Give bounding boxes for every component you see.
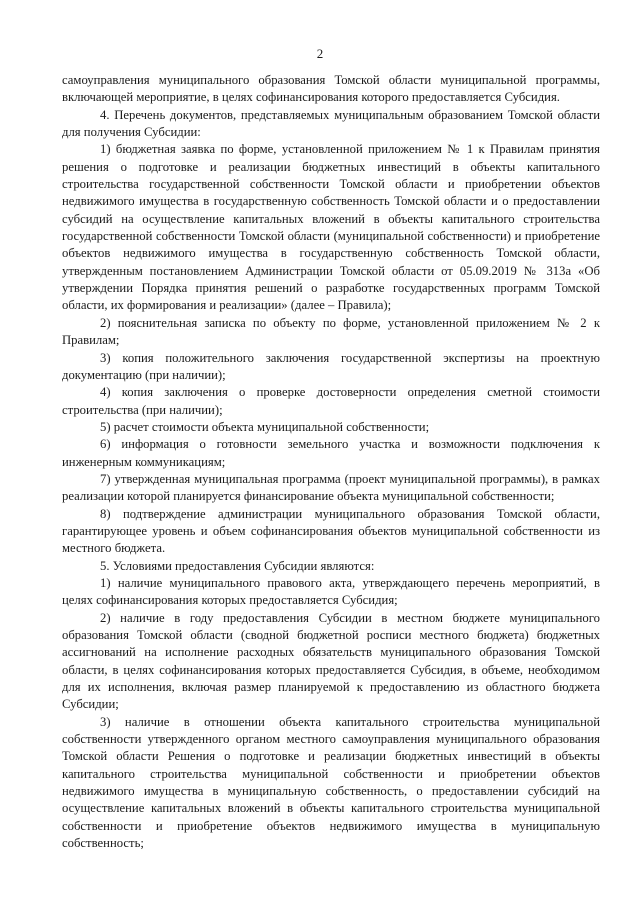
paragraph-item-4-6: 6) информация о готовности земельного участка и возможности подключения к инженерным коммуникациям;: [62, 437, 600, 469]
paragraph-item-5-2: 2) наличие в году предоставления Субсидии в местном бюджете муниципального образования Томской области (сводной бюджетной росписи местного бюджета) бюджетных ассигнований на исполнение расходных обязательств муниципального образования Томской области, в целях софинансирования которых предоставляется Субсидия, в объеме, необходимом для их исполнения, включая размер планируемой к предоставлению из областного бюджета Субсидии;: [62, 610, 600, 712]
paragraph-item-4-2: 2) пояснительная записка по объекту по форме, установленной приложением № 2 к Правилам;: [62, 315, 600, 348]
paragraph-item-4-3: 3) копия положительного заключения государственной экспертизы на проектную документацию (при наличии);: [62, 350, 600, 382]
page-number: 2: [316, 46, 324, 61]
paragraph-item-4-4: 4) копия заключения о проверке достоверности определения сметной стоимости строительства (при наличии);: [62, 385, 600, 417]
paragraph-section-4: 4. Перечень документов, представляемых муниципальным образованием Томской области для получения Субсидии:: [62, 107, 600, 140]
paragraph-item-4-5: 5) расчет стоимости объекта муниципальной собственности;: [100, 419, 430, 434]
paragraph-section-5: 5. Условиями предоставления Субсидии являются:: [100, 558, 375, 573]
paragraph-item-5-3: 3) наличие в отношении объекта капитального строительства муниципальной собственности утвержденного органом местного самоуправления муниципального образования Томской области Решения о подготовке и реализации бюджетных инвестиций в объекты капитального строительства муниципальной собственности и приобретении объектов недвижимого имущества в муниципальную собственность, о предоставлении субсидий на осуществление капитальных вложений в объекты капитального строительства муниципальной собственности и приобретение объектов недвижимого имущества в муниципальную собственность;: [62, 714, 600, 851]
paragraph-continuation: самоуправления муниципального образования Томской области муниципальной программы, включающей мероприятие, в целях софинансирования которого предоставляется Субсидия.: [62, 73, 600, 105]
document-body: [62, 72, 600, 852]
paragraph-item-4-7: 7) утвержденная муниципальная программа (проект муниципальной программы), в рамках реализации которой планируется финансирование объекта муниципальной собственности;: [62, 471, 600, 504]
paragraph-item-4-1: 1) бюджетная заявка по форме, установленной приложением № 1 к Правилам принятия решения о подготовке и реализации бюджетных инвестиций в объекты капитального строительства государственной собственности Томской области и приобретении объектов недвижимого имущества в государственную собственность Томской области и о предоставлении субсидий на осуществление капитальных вложений в объекты капитального строительства государственной собственности Томской области (муниципальной собственности) и приобретение объектов недвижимого имущества в государственную собственность Томской области, утвержденным постановлением Администрации Томской области от 05.09.2019 № 313а «Об утверждении Порядка принятия решений о разработке государственных программ Томской области, их формирования и реализации» (далее – Правила);: [62, 142, 600, 313]
paragraph-item-5-1: 1) наличие муниципального правового акта, утверждающего перечень мероприятий, в целях софинансирования которых предоставляется Субсидия;: [62, 575, 600, 608]
paragraph-item-4-8: 8) подтверждение администрации муниципального образования Томской области, гарантирующее уровень и объем софинансирования объектов муниципальной собственности из местного бюджета.: [62, 506, 600, 556]
